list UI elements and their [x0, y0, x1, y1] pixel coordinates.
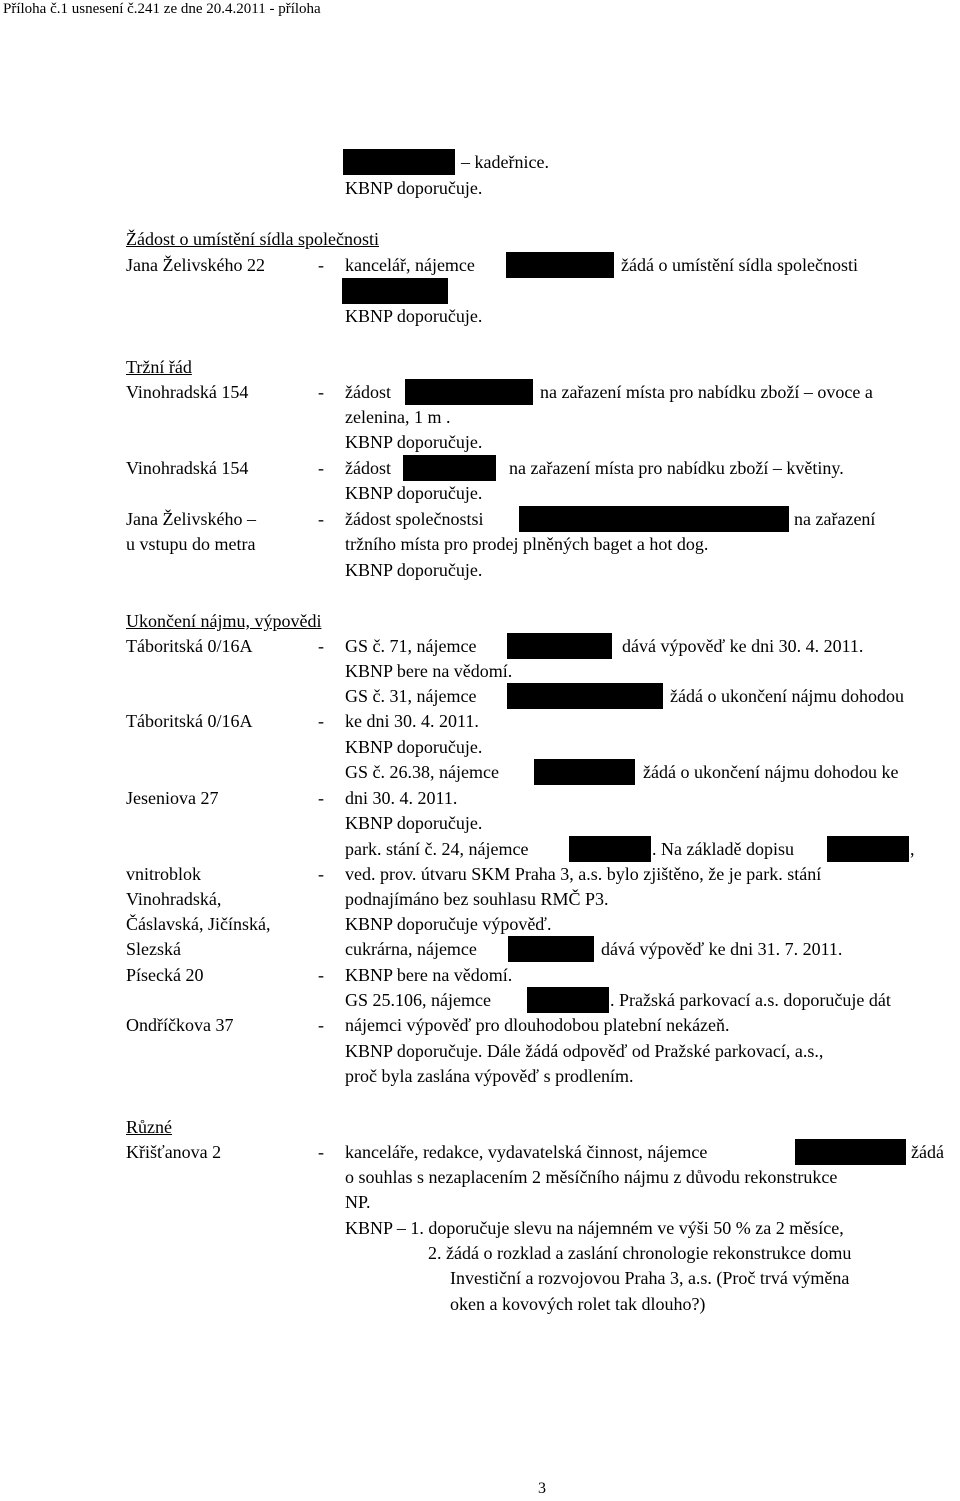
redaction-block [508, 936, 594, 962]
trzni-r1-c: zelenina, 1 m . [345, 407, 451, 427]
ruzne-d: NP. [345, 1192, 371, 1212]
ruzne-address: Křišťanova 2 [126, 1142, 222, 1162]
redaction-block [519, 506, 789, 532]
trzni-r3-recommendation: KBNP doporučuje. [345, 560, 483, 580]
redaction-block [343, 149, 455, 175]
ukonceni-u2-a: GS č. 31, nájemce [345, 686, 477, 706]
ukonceni-u2-address: Táboritská 0/16A [126, 711, 253, 731]
ukonceni-u2-c: ke dni 30. 4. 2011. [345, 711, 479, 731]
trzni-r3-address-1: Jana Želivského – [126, 509, 256, 529]
ruzne-g: Investiční a rozvojovou Praha 3, a.s. (Proč trvá výměna [450, 1268, 850, 1288]
sidlo-text-a: kancelář, nájemce [345, 255, 475, 275]
ukonceni-u4-comma: , [910, 839, 915, 859]
ukonceni-u5-a: cukrárna, nájemce [345, 939, 477, 959]
redaction-block [827, 836, 909, 862]
dash: - [318, 636, 324, 656]
ukonceni-u4-d: podnajímáno bez souhlasu RMČ P3. [345, 889, 609, 909]
redaction-block [534, 759, 635, 785]
trzni-r2-recommendation: KBNP doporučuje. [345, 483, 483, 503]
trzni-r1-b: na zařazení místa pro nabídku zboží – ovoce a [540, 382, 873, 402]
dash: - [318, 1142, 324, 1162]
dash: - [318, 458, 324, 478]
ukonceni-u1-recommendation: KBNP bere na vědomí. [345, 661, 513, 681]
dash: - [318, 965, 324, 985]
ukonceni-u1-address: Táboritská 0/16A [126, 636, 253, 656]
ukonceni-u6-c: nájemci výpověď pro dlouhodobou platební nekázeň. [345, 1015, 730, 1035]
kadernice-recommendation: KBNP doporučuje. [345, 178, 483, 198]
page-number: 3 [538, 1480, 546, 1497]
kadernice-text: – kadeřnice. [461, 152, 549, 172]
ruzne-b: žádá [911, 1142, 944, 1162]
trzni-r3-c: tržního místa pro prodej plněných baget a hot dog. [345, 534, 709, 554]
trzni-r2-a: žádost [345, 458, 391, 478]
ukonceni-u5-b: dává výpověď ke dni 31. 7. 2011. [601, 939, 843, 959]
ukonceni-u5-address: Písecká 20 [126, 965, 204, 985]
section-title-sidlo: Žádost o umístění sídla společnosti [126, 229, 379, 249]
dash: - [318, 788, 324, 808]
ukonceni-u4-c: ved. prov. útvaru SKM Praha 3, a.s. bylo zjištěno, že je park. stání [345, 864, 822, 884]
ukonceni-u2-recommendation: KBNP doporučuje. [345, 737, 483, 757]
dash: - [318, 864, 324, 884]
dash: - [318, 1015, 324, 1035]
ukonceni-u1-b: dává výpověď ke dni 30. 4. 2011. [622, 636, 864, 656]
section-title-ukonceni: Ukončení nájmu, výpovědi [126, 611, 322, 631]
trzni-r3-address-2: u vstupu do metra [126, 534, 256, 554]
section-title-trzni: Tržní řád [126, 357, 192, 377]
redaction-block [527, 987, 609, 1013]
ukonceni-u3-c: dni 30. 4. 2011. [345, 788, 458, 808]
ruzne-a: kanceláře, redakce, vydavatelská činnost, nájemce [345, 1142, 708, 1162]
ukonceni-u4-address-2: Vinohradská, [126, 889, 222, 909]
dash: - [318, 255, 324, 275]
ukonceni-u5-recommendation: KBNP bere na vědomí. [345, 965, 513, 985]
trzni-r1-recommendation: KBNP doporučuje. [345, 432, 483, 452]
redaction-block [506, 252, 614, 278]
ukonceni-u3-recommendation: KBNP doporučuje. [345, 813, 483, 833]
ukonceni-u4-recommendation: KBNP doporučuje výpověď. [345, 914, 552, 934]
dash: - [318, 509, 324, 529]
ukonceni-u3-a: GS č. 26.38, nájemce [345, 762, 499, 782]
redaction-block [403, 455, 496, 481]
redaction-block [795, 1139, 906, 1165]
trzni-r1-a: žádost [345, 382, 391, 402]
ukonceni-u3-b: žádá o ukončení nájmu dohodou ke [643, 762, 899, 782]
dash: - [318, 711, 324, 731]
ukonceni-u2-b: žádá o ukončení nájmu dohodou [670, 686, 904, 706]
page-header: Příloha č.1 usnesení č.241 ze dne 20.4.2011 - příloha [3, 1, 321, 17]
trzni-r2-b: na zařazení místa pro nabídku zboží – květiny. [509, 458, 844, 478]
redaction-block [342, 278, 448, 304]
ukonceni-u6-a: GS 25.106, nájemce [345, 990, 491, 1010]
trzni-r3-a: žádost společnostsi [345, 509, 484, 529]
trzni-r3-b: na zařazení [794, 509, 876, 529]
ukonceni-u3-address: Jeseniova 27 [126, 788, 219, 808]
section-title-ruzne: Různé [126, 1117, 172, 1137]
ukonceni-u6-e: proč byla zaslána výpověď s prodlením. [345, 1066, 634, 1086]
trzni-r2-address: Vinohradská 154 [126, 458, 249, 478]
dash: - [318, 382, 324, 402]
ruzne-e: KBNP – 1. doporučuje slevu na nájemném ve výši 50 % za 2 měsíce, [345, 1218, 844, 1238]
ruzne-c: o souhlas s nezaplacením 2 měsíčního nájmu z důvodu rekonstrukce [345, 1167, 838, 1187]
ukonceni-u4-address-1: vnitroblok [126, 864, 201, 884]
ukonceni-u6-address: Ondříčkova 37 [126, 1015, 234, 1035]
ukonceni-u4-address-4: Slezská [126, 939, 181, 959]
ruzne-h: oken a kovových rolet tak dlouho?) [450, 1294, 706, 1314]
redaction-block [405, 379, 533, 405]
trzni-r1-address: Vinohradská 154 [126, 382, 249, 402]
ukonceni-u4-address-3: Čáslavská, Jičínská, [126, 914, 271, 934]
redaction-block [507, 683, 663, 709]
ukonceni-u1-a: GS č. 71, nájemce [345, 636, 477, 656]
redaction-block [569, 836, 651, 862]
ukonceni-u6-d: KBNP doporučuje. Dále žádá odpověď od Pražské parkovací, a.s., [345, 1041, 824, 1061]
sidlo-address: Jana Želivského 22 [126, 255, 265, 275]
sidlo-recommendation: KBNP doporučuje. [345, 306, 483, 326]
ukonceni-u4-a: park. stání č. 24, nájemce [345, 839, 529, 859]
ukonceni-u4-b: . Na základě dopisu [652, 839, 794, 859]
ukonceni-u6-b: . Pražská parkovací a.s. doporučuje dát [610, 990, 891, 1010]
redaction-block [507, 633, 612, 659]
ruzne-f: 2. žádá o rozklad a zaslání chronologie rekonstrukce domu [428, 1243, 852, 1263]
sidlo-text-b: žádá o umístění sídla společnosti [621, 255, 858, 275]
